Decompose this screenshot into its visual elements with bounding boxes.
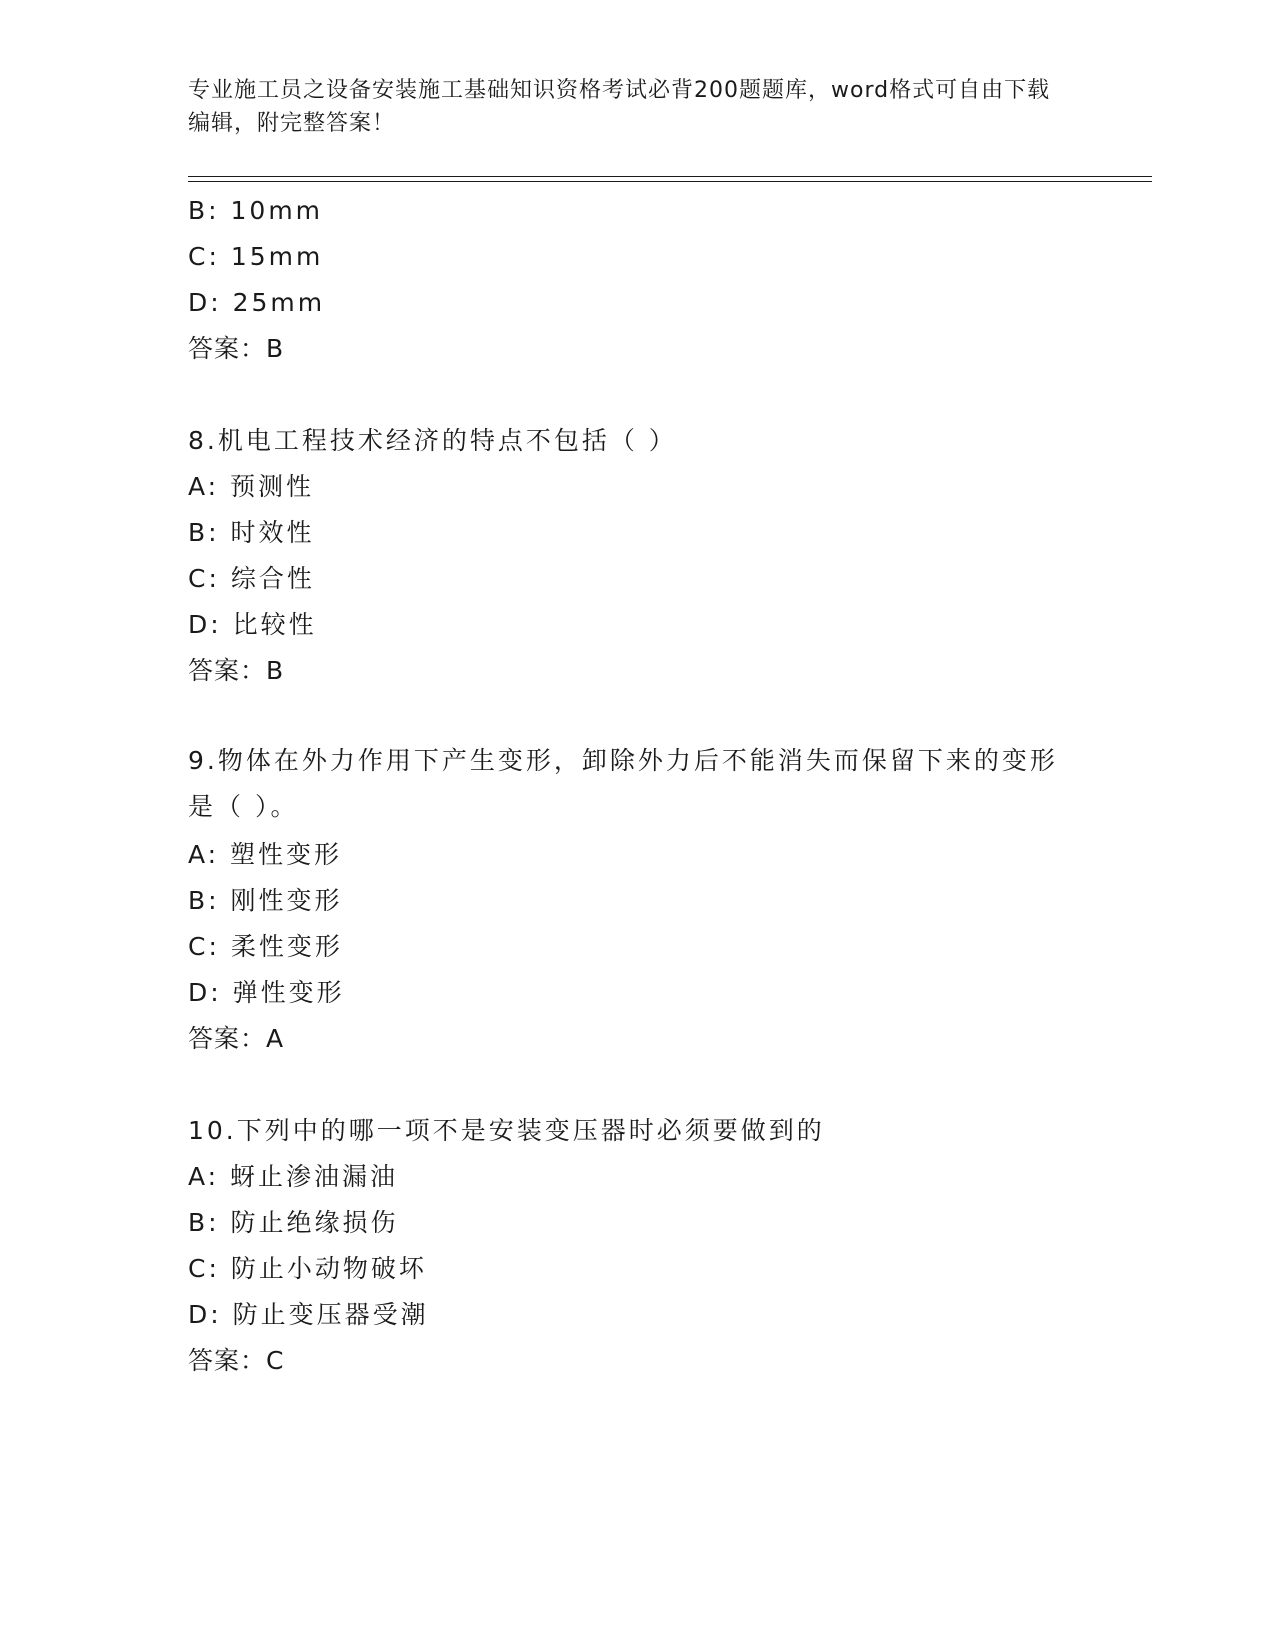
question-text: 9.物体在外力作用下产生变形，卸除外力后不能消失而保留下来的变形是（ ）。 xyxy=(188,746,1058,821)
question-text: 10.下列中的哪一项不是安装变压器时必须要做到的 xyxy=(188,1116,825,1145)
answer: 答案：B xyxy=(188,656,285,685)
option-a: A: 塑性变形 xyxy=(188,840,343,869)
option-d: D: 25mm xyxy=(188,288,326,317)
option-b: B: 10mm xyxy=(188,196,324,225)
header-divider-top xyxy=(188,176,1152,177)
document-header: 专业施工员之设备安装施工基础知识资格考试必背200题题库，word格式可自由下载编辑，附完整答案！ xyxy=(188,78,1051,136)
option-b: B: 防止绝缘损伤 xyxy=(188,1208,399,1237)
answer: 答案：A xyxy=(188,1024,285,1053)
answer: 答案：C xyxy=(188,1346,285,1375)
question-text: 8.机电工程技术经济的特点不包括（ ） xyxy=(188,426,677,455)
option-a: A: 预测性 xyxy=(188,472,315,501)
option-c: C: 综合性 xyxy=(188,564,315,593)
option-b: B: 刚性变形 xyxy=(188,886,343,915)
option-d: D: 防止变压器受潮 xyxy=(188,1300,429,1329)
answer: 答案：B xyxy=(188,334,285,363)
option-c: C: 柔性变形 xyxy=(188,932,343,961)
option-d: D: 比较性 xyxy=(188,610,317,639)
option-a: A: 蚜止渗油漏油 xyxy=(188,1162,399,1191)
option-b: B: 时效性 xyxy=(188,518,315,547)
header-divider-bottom xyxy=(188,181,1152,182)
option-c: C: 15mm xyxy=(188,242,324,271)
option-d: D: 弹性变形 xyxy=(188,978,345,1007)
option-c: C: 防止小动物破坏 xyxy=(188,1254,427,1283)
